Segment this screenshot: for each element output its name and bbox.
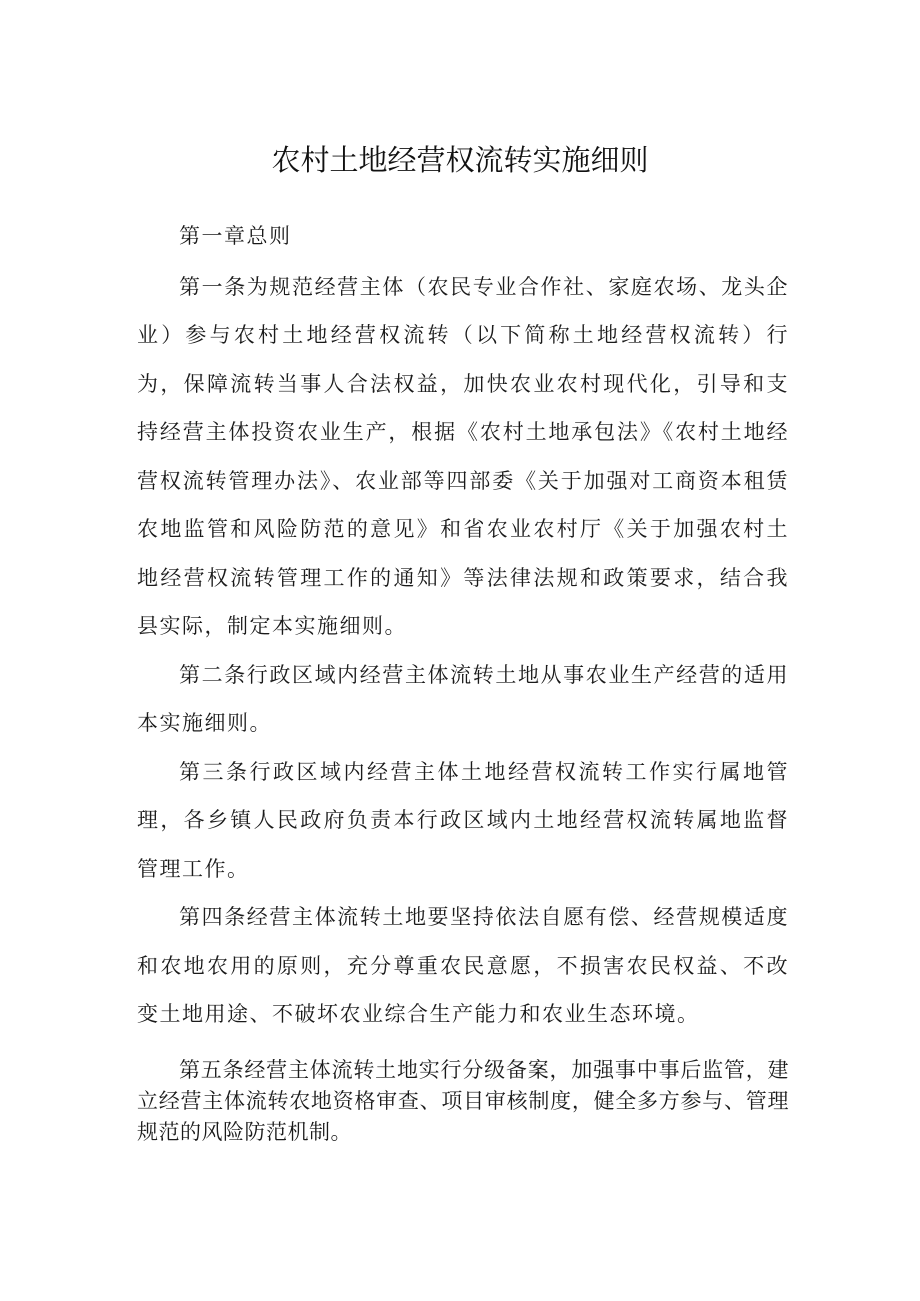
document-title: 农村土地经营权流转实施细则 (271, 143, 649, 177)
article-5: 第五条经营主体流转土地实行分级备案，加强事中事后监管，建立经营主体流转农地资格审查、项目审核制度，健全多方参与、管理规范的风险防范机制。 (137, 1057, 789, 1144)
document-body (137, 212, 789, 1148)
article-1: 第一条为规范经营主体（农民专业合作社、家庭农场、龙头企业）参与农村土地经营权流转（以下简称土地经营权流转）行为，保障流转当事人合法权益，加快农业农村现代化，引导和支持经营主体投资农业生产，根据《农村土地承包法》《农村土地经营权流转管理办法》、农业部等四部委《关于加强对工商资本租赁农地监管和风险防范的意见》和省农业农村厅《关于加强农村土地经营权流转管理工作的通知》等法律法规和政策要求，结合我县实际，制定本实施细则。 (137, 274, 789, 638)
article-3: 第三条行政区域内经营主体土地经营权流转工作实行属地管理，各乡镇人民政府负责本行政区域内土地经营权流转属地监督管理工作。 (137, 759, 789, 881)
article-4: 第四条经营主体流转土地要坚持依法自愿有偿、经营规模适度和农地农用的原则，充分尊重农民意愿，不损害农民权益、不改变土地用途、不破坏农业综合生产能力和农业生态环境。 (137, 905, 789, 1026)
article-2: 第二条行政区域内经营主体流转土地从事农业生产经营的适用本实施细则。 (137, 662, 789, 735)
chapter-heading: 第一章总则 (179, 224, 292, 248)
